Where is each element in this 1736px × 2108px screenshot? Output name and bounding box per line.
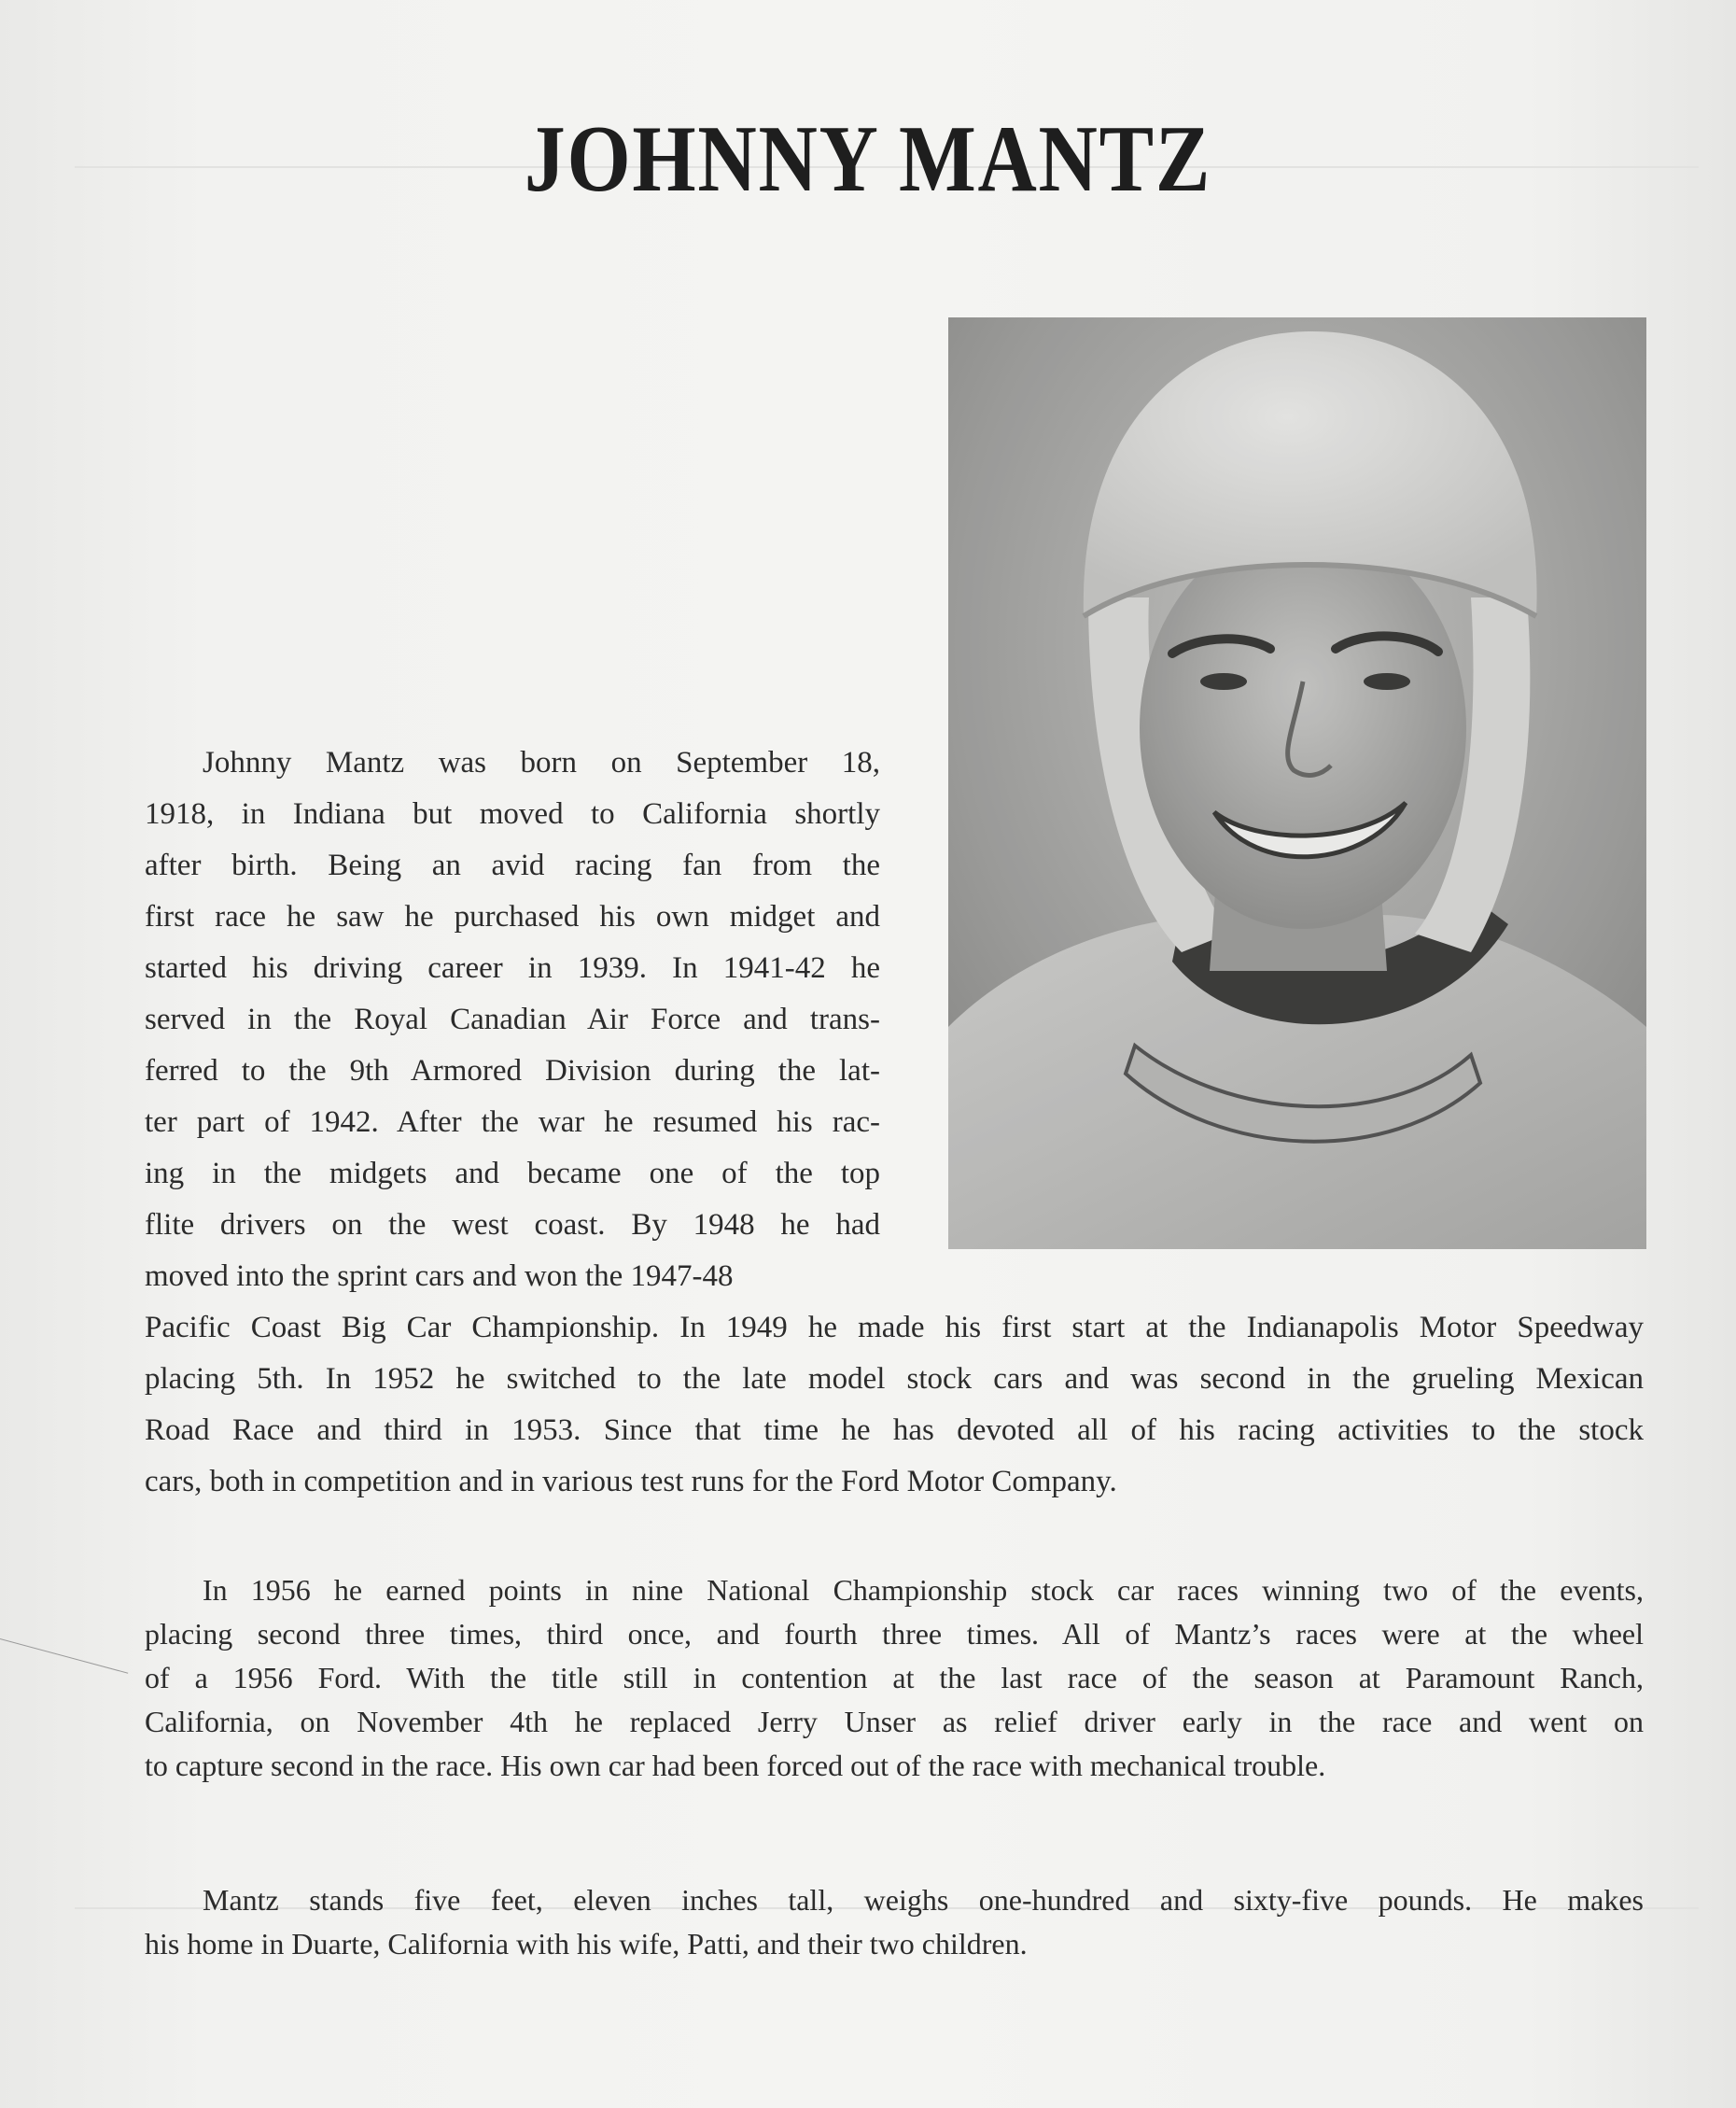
bio-paragraph-1-column [145,738,880,1302]
stray-pen-mark [0,1638,128,1674]
text-line: Mantz stands five feet, eleven inches tall, weighs one-hundred and sixty-five pounds. He makes [203,1883,1644,1917]
text-line: placing 5th. In 1952 he switched to the late model stock cars and was second in the grueling Mexican [145,1362,1644,1396]
text-line: of a 1956 Ford. With the title still in contention at the last race of the season at Paramount Ranch, [145,1661,1644,1694]
portrait-illustration [948,317,1646,1249]
text-line: ferred to the 9th Armored Division during the lat- [145,1054,880,1088]
page-title: JOHNNY MANTZ [524,106,1212,213]
bio-paragraph-3 [145,1878,1644,1966]
text-line: served in the Royal Canadian Air Force and trans- [145,1003,880,1036]
text-line: moved into the sprint cars and won the 1947-48 [145,1259,734,1293]
text-line: ter part of 1942. After the war he resumed his rac- [145,1105,880,1139]
text-line: his home in Duarte, California with his wife, Patti, and their two children. [145,1927,1028,1960]
text-line: Johnny Mantz was born on September 18, [203,746,880,780]
text-line: started his driving career in 1939. In 1941-42 he [145,951,880,985]
portrait-photo [948,317,1646,1249]
text-line: flite drivers on the west coast. By 1948 he had [145,1208,880,1242]
text-line: placing second three times, third once, and fourth three times. All of Mantz’s races were at the wheel [145,1617,1644,1651]
text-line: 1918, in Indiana but moved to California shortly [145,797,880,831]
text-line: Road Race and third in 1953. Since that time he has devoted all of his racing activities to the stock [145,1413,1644,1447]
text-line: Pacific Coast Big Car Championship. In 1949 he made his first start at the Indianapolis Motor Speedway [145,1311,1644,1344]
text-line: first race he saw he purchased his own midget and [145,900,880,934]
text-line: ing in the midgets and became one of the top [145,1157,880,1190]
text-line: after birth. Being an avid racing fan from the [145,849,880,882]
text-line: In 1956 he earned points in nine National Championship stock car races winning two of the events, [203,1573,1644,1607]
text-line: cars, both in competition and in various test runs for the Ford Motor Company. [145,1465,1117,1498]
text-line: California, on November 4th he replaced Jerry Unser as relief driver early in the race and went on [145,1705,1644,1738]
bio-paragraph-2 [145,1568,1644,1788]
bio-paragraph-1-full [145,1302,1644,1508]
text-line: to capture second in the race. His own car had been forced out of the race with mechanical trouble. [145,1749,1326,1782]
